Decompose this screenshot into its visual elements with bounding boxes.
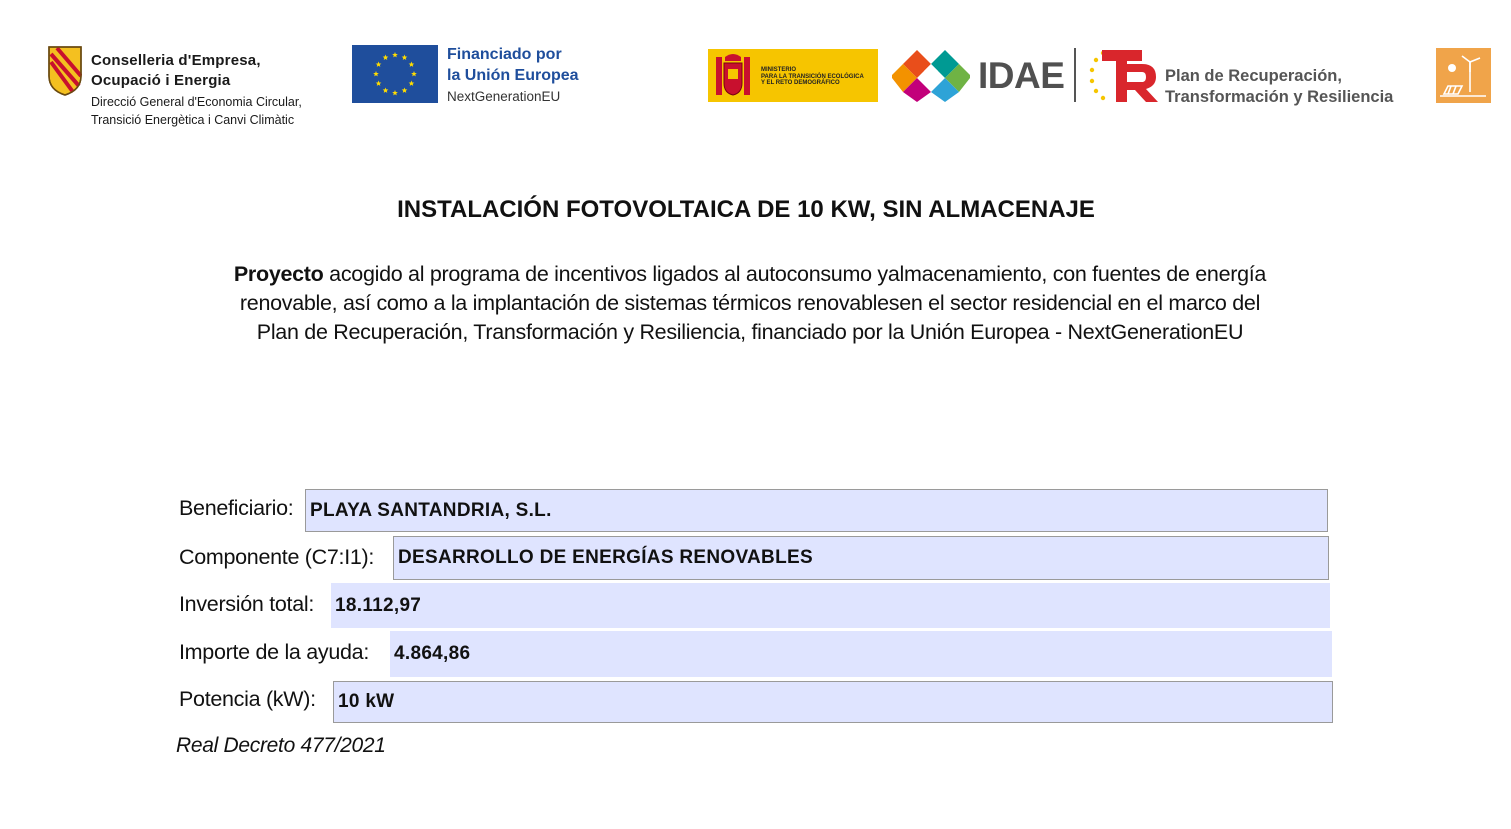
potencia-value: 10 kW <box>338 691 395 712</box>
eu-financing-text <box>447 44 579 86</box>
idae-text: IDAE <box>978 55 1065 96</box>
spain-coat-of-arms-icon <box>708 49 758 102</box>
ministerio-line2: PARA LA TRANSICIÓN ECOLÓGICA <box>761 73 864 80</box>
potencia-label: Potencia (kW): <box>179 687 316 711</box>
conselleria-line1: Conselleria d'Empresa, <box>91 52 261 69</box>
componente-field[interactable] <box>393 536 1329 580</box>
inversion-value: 18.112,97 <box>335 594 422 616</box>
description-line2: renovable, así como a la implantación de sistemas térmicos renovablesen el sector residencial en el marco del <box>239 291 1261 315</box>
inversion-field[interactable] <box>331 583 1330 628</box>
direccion-line2: Transició Energètica i Canvi Climàtic <box>91 113 295 127</box>
inversion-label: Inversión total: <box>179 592 315 616</box>
conselleria-line2: Ocupació i Energia <box>91 72 231 89</box>
description-line3: Plan de Recuperación, Transformación y Resiliencia, financiado por la Unión Europea - NextGenerationEU <box>256 320 1244 344</box>
idae-logo-icon <box>890 48 972 102</box>
direccion-general <box>91 93 302 129</box>
ministerio-text <box>761 67 873 87</box>
description-line1-text: acogido al programa de incentivos ligados al autoconsumo yalmacenamiento, con fuentes de energía <box>323 262 1267 286</box>
potencia-field[interactable] <box>333 681 1333 723</box>
plan-line1: Plan de Recuperación, <box>1165 67 1342 85</box>
beneficiario-field[interactable] <box>305 489 1328 532</box>
eu-flag-icon <box>352 45 438 103</box>
importe-label: Importe de la ayuda: <box>179 640 370 664</box>
next-generation-eu-text: NextGenerationEU <box>447 89 561 104</box>
ministerio-line1: MINISTERIO <box>761 67 797 73</box>
plan-recuperacion-text <box>1165 66 1393 108</box>
beneficiario-label: Beneficiario: <box>179 496 294 520</box>
tr-logo-icon <box>1088 46 1160 104</box>
renewable-energy-icon <box>1436 48 1491 103</box>
description-line1 <box>170 260 1330 289</box>
project-description <box>170 260 1330 347</box>
page-title: INSTALACIÓN FOTOVOLTAICA DE 10 KW, SIN ALMACENAJE <box>397 196 1095 223</box>
real-decreto: Real Decreto 477/2021 <box>176 734 386 757</box>
ministerio-line3: Y EL RETO DEMOGRÁFICO <box>761 80 840 86</box>
componente-label: Componente (C7:I1): <box>179 545 375 569</box>
eu-line1: Financiado por <box>447 46 562 63</box>
direccion-line1: Direcció General d'Economia Circular, <box>91 95 302 109</box>
description-bold: Proyecto <box>233 262 324 286</box>
importe-value: 4.864,86 <box>394 643 471 664</box>
plan-line2: Transformación y Resiliencia <box>1165 88 1394 106</box>
balearic-shield-icon <box>48 46 82 96</box>
eu-line2: la Unión Europea <box>447 67 579 84</box>
importe-field[interactable] <box>390 631 1332 677</box>
logo-separator <box>1074 48 1076 102</box>
componente-value: DESARROLLO DE ENERGÍAS RENOVABLES <box>398 547 813 568</box>
beneficiario-value: PLAYA SANTANDRIA, S.L. <box>310 499 552 521</box>
conselleria-name <box>91 51 261 91</box>
